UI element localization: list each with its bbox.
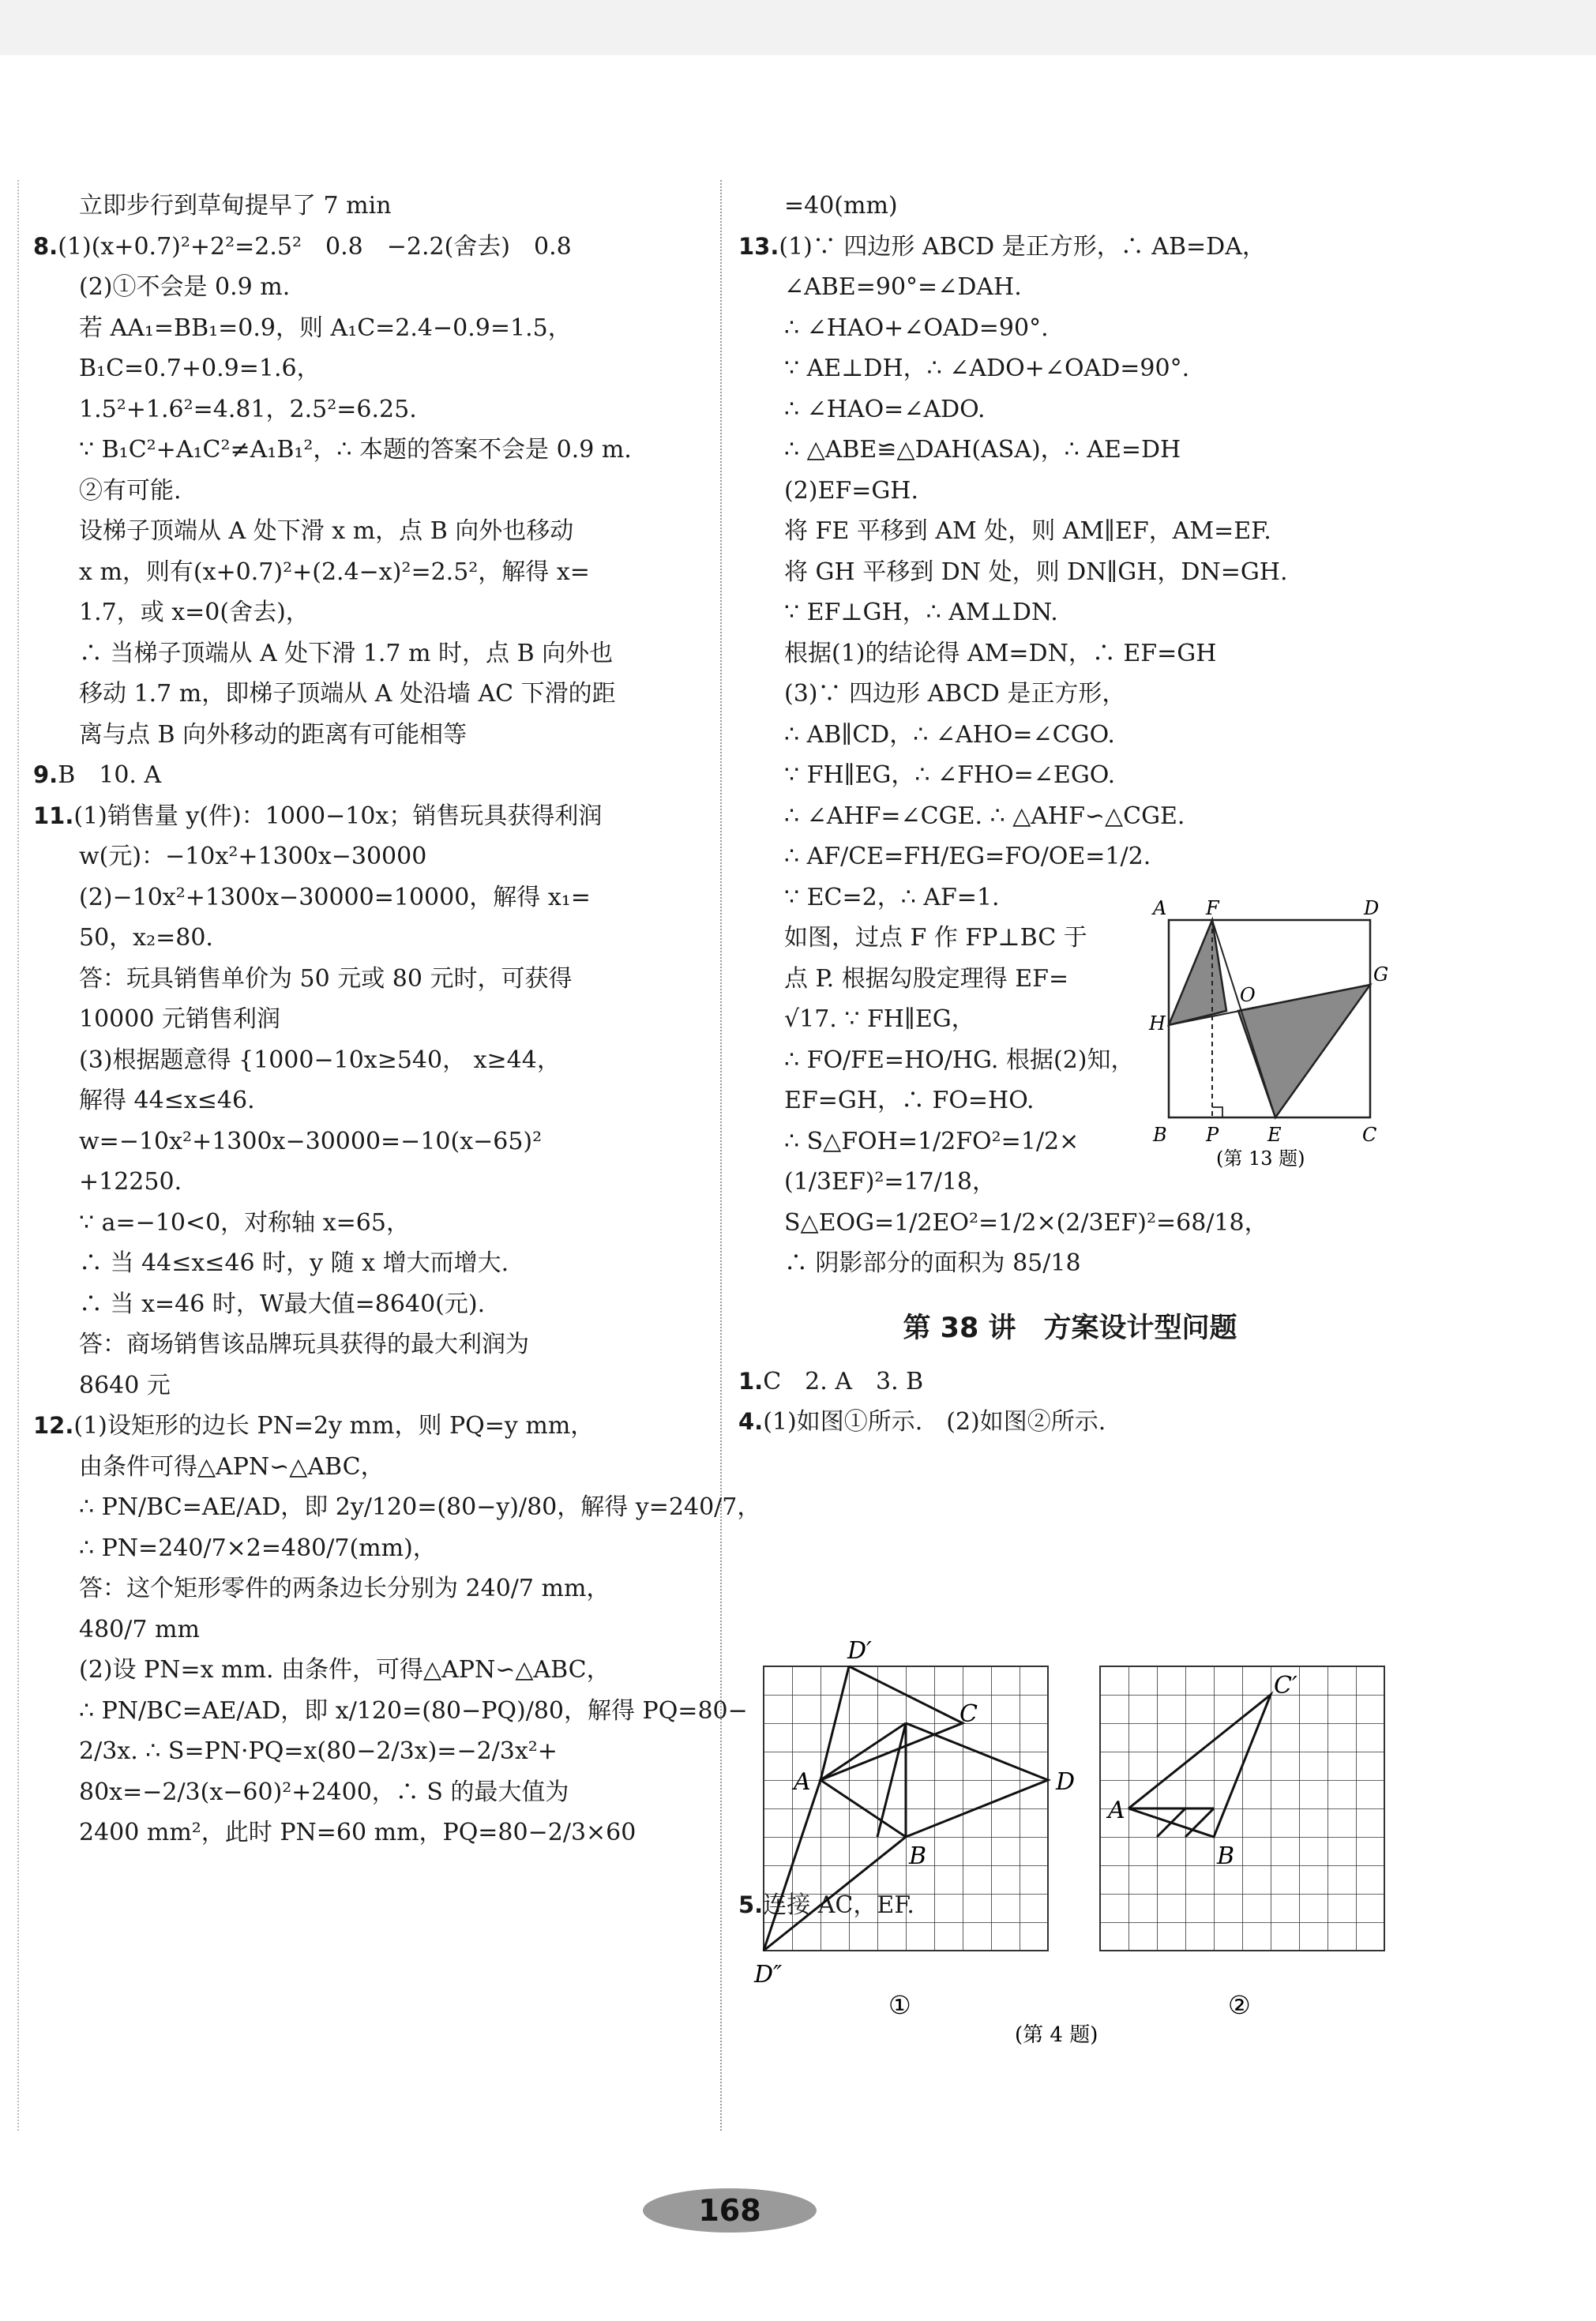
problem-number: 12. bbox=[33, 1412, 74, 1439]
line-text: ∴ S△FOH=1/2FO²=1/2× bbox=[784, 1127, 1080, 1155]
line-text: 解得 44≤x≤46. bbox=[79, 1087, 255, 1114]
label-d-1: D bbox=[1056, 1768, 1076, 1796]
label-c-1: C bbox=[959, 1700, 978, 1728]
text-line bbox=[738, 308, 1402, 349]
figure-4-sub-2: ② bbox=[1228, 1990, 1251, 2020]
text-line bbox=[33, 918, 697, 959]
text-line bbox=[738, 348, 1402, 389]
line-text: 将 FE 平移到 AM 处，则 AM∥EF，AM=EF. bbox=[784, 517, 1271, 545]
text-line bbox=[33, 1284, 697, 1325]
line-text: ∵ EC=2，∴ AF=1. bbox=[784, 883, 1000, 911]
text-line bbox=[33, 552, 697, 593]
line-text: (1)(x+0.7)²+2²=2.5² 0.8 −2.2(舍去) 0.8 bbox=[58, 232, 572, 261]
top-margin bbox=[0, 0, 1596, 55]
text-line bbox=[33, 1812, 697, 1853]
problem-number: 9. bbox=[33, 761, 58, 788]
line-text: 立即步行到草甸提早了 7 min bbox=[79, 192, 392, 220]
text-line bbox=[738, 552, 1402, 593]
text-line bbox=[33, 1609, 697, 1651]
text-line bbox=[738, 715, 1402, 756]
text-line bbox=[738, 389, 1402, 430]
line-text: ∴ PN/BC=AE/AD，即 2y/120=(80−y)/80，解得 y=240/7， bbox=[79, 1493, 761, 1521]
text-line bbox=[738, 1203, 1402, 1244]
text-line bbox=[33, 877, 697, 918]
text-line bbox=[738, 918, 1155, 959]
text-line bbox=[738, 430, 1402, 471]
line-text: (1/3EF)²=17/18， bbox=[784, 1168, 997, 1196]
text-line bbox=[738, 796, 1402, 837]
line-text: 1.7，或 x=0(舍去)， bbox=[79, 599, 310, 626]
line-text: ∵ FH∥EG，∴ ∠FHO=∠EGO. bbox=[784, 761, 1116, 789]
label-f: F bbox=[1206, 897, 1219, 919]
text-line bbox=[738, 227, 1402, 268]
text-line bbox=[33, 1487, 761, 1528]
text-line bbox=[738, 1162, 1155, 1203]
line-text: B 10. A bbox=[58, 761, 162, 789]
text-line bbox=[33, 999, 697, 1040]
line-text: 480/7 mm bbox=[79, 1615, 200, 1643]
line-text: ∴ ∠AHF=∠CGE. ∴ △AHF∽△CGE. bbox=[784, 802, 1185, 830]
label-o: O bbox=[1240, 984, 1256, 1006]
line-text: ②有可能. bbox=[79, 476, 182, 505]
problem-number: 13. bbox=[738, 232, 779, 260]
label-p: P bbox=[1206, 1124, 1219, 1146]
line-text: 根据(1)的结论得 AM=DN，∴ EF=GH bbox=[784, 639, 1217, 667]
text-line bbox=[738, 511, 1402, 552]
line-text: (2)EF=GH. bbox=[784, 476, 919, 505]
line-text: ∴ ∠HAO+∠OAD=90°. bbox=[784, 314, 1049, 342]
text-line bbox=[33, 796, 697, 837]
figure-13-caption: (第 13 题) bbox=[1216, 1147, 1305, 1170]
line-text: ∴ 当梯子顶端从 A 处下滑 1.7 m 时，点 B 向外也 bbox=[79, 639, 614, 667]
line-text: (2)①不会是 0.9 m. bbox=[79, 273, 291, 301]
right-angle-p bbox=[1212, 1107, 1222, 1117]
problem-number: 5. bbox=[738, 1891, 764, 1918]
line-text: (1)销售量 y(件)：1000−10x；销售玩具获得利润 bbox=[73, 802, 603, 830]
column-divider bbox=[720, 180, 722, 2131]
line-text: ∠ABE=90°=∠DAH. bbox=[784, 273, 1022, 301]
line-text: 80x=−2/3(x−60)²+2400，∴ S 的最大值为 bbox=[79, 1778, 569, 1806]
line-text: 10000 元销售利润 bbox=[79, 1005, 280, 1033]
line-text: 1.5²+1.6²=4.81，2.5²=6.25. bbox=[79, 395, 417, 423]
label-d-prime: D′ bbox=[847, 1637, 872, 1665]
line-text: (1)∵ 四边形 ABCD 是正方形，∴ AB=DA， bbox=[779, 232, 1266, 261]
text-line bbox=[33, 1080, 697, 1121]
line-text: ∵ a=−10<0，对称轴 x=65， bbox=[79, 1208, 410, 1237]
line-text: ∴ ∠HAO=∠ADO. bbox=[784, 395, 986, 423]
figure-4-sub-1: ① bbox=[888, 1990, 911, 2020]
text-line bbox=[738, 1402, 1402, 1443]
text-line bbox=[738, 1361, 1402, 1403]
text-line bbox=[33, 1365, 697, 1406]
text-line bbox=[33, 1731, 697, 1772]
line-text: 2400 mm²，此时 PN=60 mm，PQ=80−2/3×60 bbox=[79, 1819, 637, 1846]
label-g: G bbox=[1373, 963, 1389, 986]
line-text: +12250. bbox=[79, 1168, 182, 1196]
line-text: (1)如图①所示. (2)如图②所示. bbox=[763, 1408, 1106, 1436]
figure-4 bbox=[754, 1635, 1402, 2045]
line-text: (2)设 PN=x mm. 由条件，可得△APN∽△ABC， bbox=[79, 1656, 610, 1684]
text-line bbox=[738, 755, 1402, 796]
text-line bbox=[738, 592, 1402, 633]
text-line bbox=[738, 633, 1402, 674]
line-text: (2)−10x²+1300x−30000=10000，解得 x₁= bbox=[79, 883, 591, 911]
label-a-1: A bbox=[794, 1768, 811, 1796]
label-d-double-prime: D″ bbox=[754, 1961, 783, 1989]
problem-number: 1. bbox=[738, 1367, 764, 1395]
text-line bbox=[33, 1447, 697, 1488]
text-line bbox=[738, 471, 1402, 512]
text-line bbox=[33, 1528, 697, 1569]
line-text: (3)根据题意得 {1000−10x≥540， x≥44， bbox=[79, 1046, 561, 1074]
text-line bbox=[738, 1040, 1155, 1081]
text-line bbox=[33, 1772, 697, 1813]
text-line bbox=[33, 308, 697, 349]
text-line bbox=[738, 267, 1402, 308]
label-c: C bbox=[1362, 1124, 1377, 1146]
label-b: B bbox=[1153, 1124, 1167, 1146]
label-b-2: B bbox=[1217, 1842, 1235, 1870]
line-text: ∴ 阴影部分的面积为 85/18 bbox=[784, 1249, 1081, 1277]
text-line bbox=[738, 186, 1402, 227]
text-line bbox=[33, 1121, 697, 1162]
label-a: A bbox=[1153, 897, 1167, 919]
text-line bbox=[33, 755, 697, 796]
line-text: ∴ FO/FE=HO/HG. 根据(2)知， bbox=[784, 1046, 1135, 1074]
line-text: 设梯子顶端从 A 处下滑 x m，点 B 向外也移动 bbox=[79, 517, 574, 545]
text-line bbox=[738, 1243, 1402, 1284]
left-column bbox=[33, 186, 761, 1853]
shaded-triangle-eog bbox=[1238, 985, 1370, 1117]
text-line bbox=[33, 1203, 697, 1244]
line-text: 由条件可得△APN∽△ABC， bbox=[79, 1452, 385, 1481]
text-line bbox=[33, 674, 697, 715]
text-line bbox=[33, 633, 697, 674]
line-text: ∵ B₁C²+A₁C²≠A₁B₁²，∴ 本题的答案不会是 0.9 m. bbox=[79, 436, 632, 464]
line-text: w=−10x²+1300x−30000=−10(x−65)² bbox=[79, 1127, 543, 1155]
text-line bbox=[33, 1243, 697, 1284]
line-text: EF=GH，∴ FO=HO. bbox=[784, 1087, 1035, 1114]
text-line bbox=[738, 674, 1402, 715]
text-line bbox=[33, 1040, 697, 1081]
label-h: H bbox=[1149, 1012, 1166, 1035]
label-b-1: B bbox=[909, 1842, 927, 1870]
line-text: =40(mm) bbox=[784, 192, 898, 220]
text-line bbox=[33, 959, 697, 1000]
page-number-badge bbox=[641, 2186, 818, 2235]
line-text: 答：商场销售该品牌玩具获得的最大利润为 bbox=[79, 1331, 529, 1358]
line-text: 答：这个矩形零件的两条边长分别为 240/7 mm， bbox=[79, 1575, 610, 1602]
text-line bbox=[738, 959, 1155, 1000]
line-text: 移动 1.7 m，即梯子顶端从 A 处沿墙 AC 下滑的距 bbox=[79, 680, 616, 708]
answers-section-38 bbox=[738, 1361, 1402, 1443]
text-line bbox=[33, 1406, 697, 1447]
text-line bbox=[33, 267, 697, 308]
line-text: 如图，过点 F 作 FP⊥BC 于 bbox=[784, 924, 1087, 952]
line-text: ∴ 当 44≤x≤46 时，y 随 x 增大而增大. bbox=[79, 1249, 509, 1277]
line-text: ∴ PN=240/7×2=480/7(mm)， bbox=[79, 1534, 437, 1562]
problem-number: 11. bbox=[33, 802, 74, 829]
line-text: ∵ EF⊥GH，∴ AM⊥DN. bbox=[784, 599, 1058, 626]
line-text: ∴ AB∥CD，∴ ∠AHO=∠CGO. bbox=[784, 720, 1115, 749]
line-text: √17. ∵ FH∥EG， bbox=[784, 1005, 975, 1033]
problem-number: 4. bbox=[738, 1408, 764, 1435]
text-line bbox=[33, 389, 697, 430]
figure-13 bbox=[1149, 897, 1389, 1170]
text-line bbox=[738, 1080, 1155, 1121]
text-line bbox=[738, 999, 1155, 1040]
line-text: 点 P. 根据勾股定理得 EF= bbox=[784, 964, 1069, 993]
problem-number: 8. bbox=[33, 232, 58, 260]
text-line bbox=[33, 511, 697, 552]
label-e: E bbox=[1267, 1124, 1282, 1146]
text-line bbox=[33, 1650, 697, 1691]
text-line bbox=[33, 471, 697, 512]
line-text: 50，x₂=80. bbox=[79, 924, 213, 952]
text-line bbox=[738, 836, 1402, 877]
line-text: 2/3x. ∴ S=PN·PQ=x(80−2/3x)=−2/3x²+ bbox=[79, 1737, 558, 1765]
text-line bbox=[33, 186, 697, 227]
line-text: 答：玩具销售单价为 50 元或 80 元时，可获得 bbox=[79, 964, 573, 993]
text-line bbox=[33, 1324, 697, 1365]
line-text: 若 AA₁=BB₁=0.9，则 A₁C=2.4−0.9=1.5， bbox=[79, 314, 572, 342]
section-title: 第 38 讲 方案设计型问题 bbox=[903, 1312, 1237, 1344]
text-line bbox=[33, 1691, 748, 1732]
text-line bbox=[33, 430, 697, 471]
line-text: 8640 元 bbox=[79, 1371, 171, 1399]
text-line bbox=[33, 836, 697, 877]
figure-4-caption: (第 4 题) bbox=[1015, 2023, 1098, 2047]
text-line bbox=[738, 1121, 1155, 1162]
page-number: 168 bbox=[698, 2193, 761, 2228]
line-text: ∴ AF/CE=FH/EG=FO/OE=1/2. bbox=[784, 843, 1151, 870]
text-line bbox=[33, 592, 697, 633]
line-text: (3)∵ 四边形 ABCD 是正方形， bbox=[784, 680, 1126, 708]
text-line bbox=[33, 715, 697, 756]
line-text: x m，则有(x+0.7)²+(2.4−x)²=2.5²，解得 x= bbox=[79, 558, 590, 586]
line-text: B₁C=0.7+0.9=1.6， bbox=[79, 355, 321, 382]
line-text: w(元)：−10x²+1300x−30000 bbox=[79, 843, 427, 870]
text-line bbox=[33, 348, 697, 389]
line-text: (1)设矩形的边长 PN=2y mm，则 PQ=y mm， bbox=[73, 1412, 595, 1440]
line-text: ∴ PN/BC=AE/AD，即 x/120=(80−PQ)/80，解得 PQ=80− bbox=[79, 1696, 748, 1725]
label-d: D bbox=[1364, 897, 1380, 919]
text-line bbox=[33, 227, 697, 268]
line-text: C 2. A 3. B bbox=[763, 1367, 924, 1395]
line-text: ∴ 当 x=46 时，W最大值=8640(元). bbox=[79, 1290, 486, 1318]
text-line bbox=[33, 1568, 697, 1609]
line-text: 将 GH 平移到 DN 处，则 DN∥GH，DN=GH. bbox=[784, 558, 1288, 586]
line-text: 离与点 B 向外移动的距离有可能相等 bbox=[79, 720, 468, 749]
line-text: ∵ AE⊥DH，∴ ∠ADO+∠OAD=90°. bbox=[784, 355, 1190, 382]
text-line bbox=[33, 1162, 697, 1203]
line-text: S△EOG=1/2EO²=1/2×(2/3EF)²=68/18， bbox=[784, 1208, 1268, 1237]
left-margin-rule bbox=[17, 180, 19, 2131]
label-c-prime: C′ bbox=[1274, 1672, 1297, 1699]
line-text: ∴ △ABE≌△DAH(ASA)，∴ AE=DH bbox=[784, 436, 1181, 464]
label-a-2: A bbox=[1108, 1797, 1125, 1824]
